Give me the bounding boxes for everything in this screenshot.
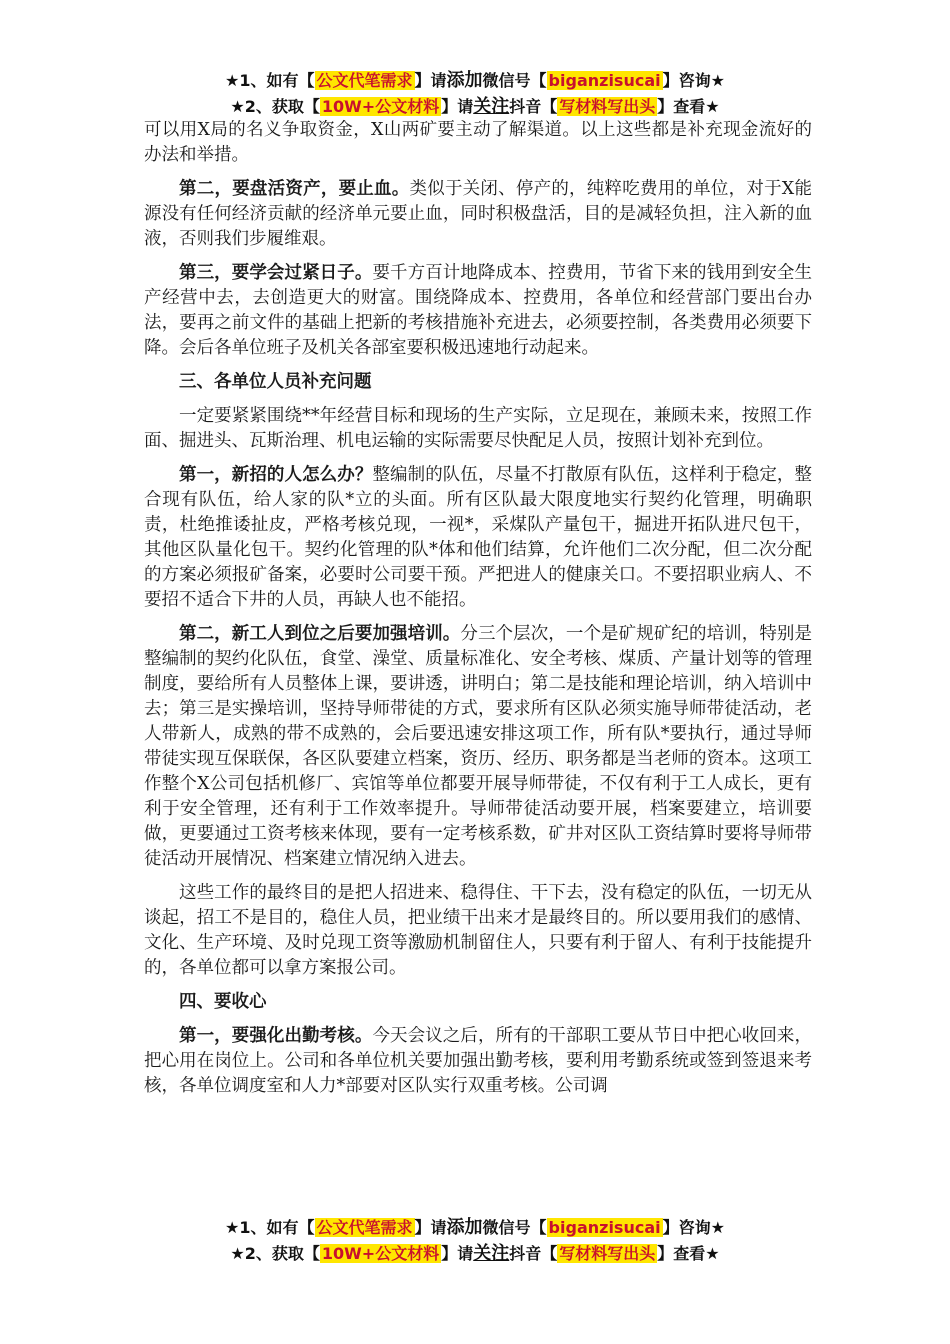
highlight-douyin: 写材料写出头 [559, 1244, 656, 1263]
banner-text: ★2、获取【 [230, 1244, 320, 1263]
paragraph-lead: 第一，新招的人怎么办？ [179, 465, 373, 485]
paragraph [144, 177, 812, 252]
banner-text: 】请 [414, 1218, 447, 1237]
highlight-service: 公文代笔需求 [316, 71, 413, 90]
banner-emphasis: 添加 [446, 70, 483, 91]
highlight-wechat-id: biganzisucai [548, 71, 661, 90]
banner-line-1 [0, 1215, 950, 1241]
banner-text: 】咨询★ [662, 71, 725, 90]
banner-text: 】查看★ [657, 97, 720, 116]
banner-text: 】请 [414, 71, 447, 90]
paragraph: 可以用X局的名义争取资金，X山两矿要主动了解渠道。以上这些都是补充现金流好的办法和举措。 [144, 120, 812, 165]
banner-text: 微信号【 [482, 1218, 547, 1237]
paragraph: 一定要紧紧围绕**年经营目标和现场的生产实际，立足现在，兼顾未来，按照工作面、掘进头、瓦斯治理、机电运输的实际需要尽快配足人员，按照计划补充到位。 [144, 406, 812, 451]
banner-text: 】请 [441, 1244, 474, 1263]
paragraph-lead: 第一，要强化出勤考核。 [179, 1026, 373, 1046]
paragraph: 这些工作的最终目的是把人招进来、稳得住、干下去，没有稳定的队伍，一切无从谈起，招工不是目的，稳住人员，把业绩干出来才是最终目的。所以要用我们的感情、文化、生产环境、及时兑现工资等激励机制留住人，只要有利于留人、有利于技能提升的，各单位都可以拿方案报公司。 [144, 883, 812, 978]
banner-text: ★1、如有【 [225, 1218, 315, 1237]
paragraph-text: 整编制的队伍，尽量不打散原有队伍，这样利于稳定，整合现有队伍，给人家的队*立的头面。所有区队最大限度地实行契约化管理，明确职责，杜绝推诿扯皮，严格考核兑现，一视*，采煤队产量包干，掘进开拓队进尺包干，其他区队量化包干。契约化管理的队*体和他们结算，允许他们二次分配，但二次分配的方案必须报矿备案，必要时公司要干预。严把进人的健康关口。不要招职业病人、不要招不适合下井的人员，再缺人也不能招。 [144, 465, 813, 610]
footer-banner [0, 1215, 950, 1267]
paragraph-text: 分三个层次，一个是矿规矿纪的培训，特别是整编制的契约化队伍，食堂、澡堂、质量标准化、安全考核、煤质、产量计划等的管理制度，要给所有人员整体上课，要讲透，讲明白；第二是技能和理论培训，纳入培训中去；第三是实操培训，坚持导师带徒的方式，要求所有区队必须实施导师带徒活动，老人带新人，成熟的带不成熟的，会后要迅速安排这项工作，所有队*要执行，通过导师带徒实现互保联保，各区队要建立档案，资历、经历、职务都是当老师的资本。这项工作整个X公司包括机修厂、宾馆等单位都要开展导师带徒，不仅有利于工人成长，更有利于安全管理，还有利于工作效率提升。导师带徒活动要开展，档案要建立，培训要做，更要通过工资考核来体现，要有一定考核系数，矿井对区队工资结算时要将导师带徒活动开展情况、档案建立情况纳入进去。 [144, 624, 813, 869]
banner-text: 】咨询★ [662, 1218, 725, 1237]
paragraph [144, 463, 812, 613]
banner-emphasis: 关注 [473, 1243, 510, 1264]
paragraph-text: 类似于关闭、停产的，纯粹吃费用的单位，对于X能源没有任何经济贡献的经济单元要止血，同时积极盘活，目的是减轻负担，注入新的血液，否则我们步履维艰。 [144, 179, 812, 249]
document-body [144, 118, 812, 1108]
banner-text: 抖音【 [509, 1244, 558, 1263]
highlight-wechat-id: biganzisucai [548, 1218, 661, 1237]
paragraph-text: 要千方百计地降成本、控费用，节省下来的钱用到安全生产经营中去，去创造更大的财富。围绕降成本、控费用，各单位和经营部门要出台办法，要再之前文件的基础上把新的考核措施补充进去，必须要控制，各类费用必须要下降。会后各单位班子及机关各部室要积极迅速地行动起来。 [144, 263, 813, 358]
section-heading: 四、要收心 [179, 992, 267, 1012]
banner-text: 】查看★ [657, 1244, 720, 1263]
banner-text: 微信号【 [482, 71, 547, 90]
paragraph [144, 261, 812, 361]
banner-text: ★2、获取【 [230, 97, 320, 116]
paragraph [144, 622, 812, 872]
banner-emphasis: 添加 [446, 1217, 483, 1238]
header-banner [0, 68, 950, 120]
highlight-service: 公文代笔需求 [316, 1218, 413, 1237]
paragraph-text: 今天会议之后，所有的干部职工要从节日中把心收回来，把心用在岗位上。公司和各单位机关要加强出勤考核，要利用考勤系统或签到签退来考核，各单位调度室和人力*部要对区队实行双重考核。公司调 [144, 1026, 813, 1096]
paragraph-lead: 第三，要学会过紧日子。 [179, 263, 373, 283]
banner-text: 抖音【 [509, 97, 558, 116]
banner-line-1 [0, 68, 950, 94]
banner-line-2 [0, 94, 950, 120]
banner-text: ★1、如有【 [225, 71, 315, 90]
section-heading: 三、各单位人员补充问题 [179, 372, 372, 392]
banner-line-2 [0, 1241, 950, 1267]
paragraph-lead: 第二，新工人到位之后要加强培训。 [179, 624, 461, 644]
highlight-materials: 10W+公文材料 [321, 1244, 440, 1263]
banner-emphasis: 关注 [473, 96, 510, 117]
highlight-douyin: 写材料写出头 [559, 97, 656, 116]
paragraph-lead: 第二，要盘活资产，要止血。 [179, 179, 410, 199]
highlight-materials: 10W+公文材料 [321, 97, 440, 116]
paragraph [144, 1024, 812, 1099]
banner-text: 】请 [441, 97, 474, 116]
